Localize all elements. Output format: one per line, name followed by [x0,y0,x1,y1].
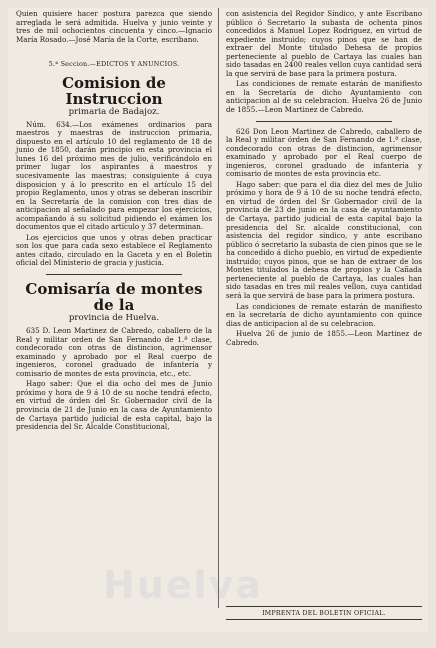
separator-rule-right [256,121,392,122]
notice-635-paragraph: 635 D. Leon Martinez de Cabredo, caballero de la Real y militar orden de San Fernando de 1.ª clase, condecorado con otras de distincion, agrimensor examinado y aprobado por el Real cuerpo de ingenieros, coronel graduado de infantería y comisario de montes de esta provincia, etc., etc. [16,326,212,378]
notice-634-paragraph-2: Los ejercicios que unos y otras deben practicar son los que para cada sexo establece el Reglamento antes citado, circulado en la Gaceta y en el Boletin oficial del Ministerio de gracia y justicia. [16,232,212,268]
imprint-footer: IMPRENTA DEL BOLETIN OFICIAL. [226,606,422,620]
notice-635-paragraph-2: Hago saber: Que el dia ocho del mes de Junio próximo y hora de 9 á 10 de su noche tendrá efecto, en virtud de órden del Sr. Gobernador civil de la provincia de 21 de Junio en la casa de Ayuntamiento de Cartaya partido judicial de esta capital, bajo la presidencia del Sr. Alcalde Constitucional, [16,379,212,432]
subheading-huelva: provincia de Huelva. [68,313,160,324]
notice-626-conditions: Las condiciones de remate estarán de manifiesto en la secretaría de dicho ayuntamiento con quince dias de anticipacion al de su celebracion. [226,301,422,328]
separator-rule [46,274,182,275]
intro-paragraph: Quien quisiere hacer postura parezca que siendo arreglada le será admitida. Huelva y junio veinte y tres de mil ochocientos cincuenta y cinco.—Ignacio María Rosado.—José María de la Corte, escribano. [16,9,212,44]
section-label: 5.ª Seccion.—EDICTOS Y ANUNCIOS. [48,60,180,69]
right-column [226,10,422,349]
heading-comision-instruccion: Comision de Instruccion [62,73,166,108]
notice-626-paragraph-2: Hago saber: que para el dia diez del mes de Julio próximo y hora de 9 á 10 de su noche tendrá efecto, en virtud de órden del Sr Gobernador civil de la provincia de 23 de junio en la casa de ayuntamiento de Cartaya, partido judicial de esta capital bajo la presidencia del Sr. alcalde constitucional, con asistencia del regidor síndico, y ante escribano público ó secretario la subasta de cien pinos que se le ha concedido á dicho pueblo, en virtud de expediente instruido; cuyos pinos, que se han de extraer de los Montes titulados la dehesa de propios y la Cañada perteneciente al pueblo de Cartaya, las cuales han sido tasadas en tres mil reales vellon, cuya cantidad será la que servirá de base para la primera postura. [226,179,422,300]
continuation-paragraph: con asistencia del Regidor Síndico, y ante Escribano público ó Secretario la subasta de ochenta pinos concedidos á Manuel Lopez Rodriguez, en virtud de expediente instruido; cuyos pinos que se han de extraer del Monte titulado Dehesa de propios perteneciente al pueblo de Cartaya las cuales han sido tasadas en 2400 reales vellon cuya cantidad será la que servirá de base para la primera postura. [226,9,422,78]
notice-626-signature: Huelva 26 de junio de 1855.—Leon Martinez de Cabredo. [226,329,422,347]
watermark-logo: Huelva [103,563,264,607]
notice-626-paragraph: 626 Don Leon Martinez de Cabredo, caballero de la Real y militar órden de San Fernando de 1.ª clase, condecorado con otras de distincion, agrimensor examinado y aprobado por el Real cuerpo de ingenieros, coronel graduado de infantería y comisario de montes de esta provincia etc. [226,126,422,179]
conditions-paragraph: Las condiciones de remate estarán de manifiesto en la Secretaría de dicho Ayuntamiento con anticipacion al de su celebracion. Huelva 26 de Junio de 1855.—Leon Martinez de Cabredo. [226,79,422,115]
heading-comisaria-montes: Comisaría de montes de la [25,280,203,315]
column-divider [218,8,219,608]
subheading-badajoz: primaria de Badajoz. [68,106,160,117]
notice-634-paragraph: Núm. 634.—Los exámenes ordinarios para maestros y maestras de instruccion primaria, dispuesto en el artículo 10 del reglamento de 18 de junio de 1850, darán principio en esta provincia el lunes 16 del próximo mes de julio, verificándolo en primer lugar los aspirantes á maestros y sucesivamente las maestras; consiguiente á cuya disposicion y á lo prescrito en el artículo 15 del propio Reglamento, unos y otras se deberan inscribir en la Secretaría de la comision con tres dias de anticipacion al señalado para empezar los ejercicios, acompañando á su solicitud pidiendo el exámen los documentos que el citado artículo y 37 determinan. [16,119,212,232]
left-column [16,10,212,434]
newspaper-page [8,8,428,632]
